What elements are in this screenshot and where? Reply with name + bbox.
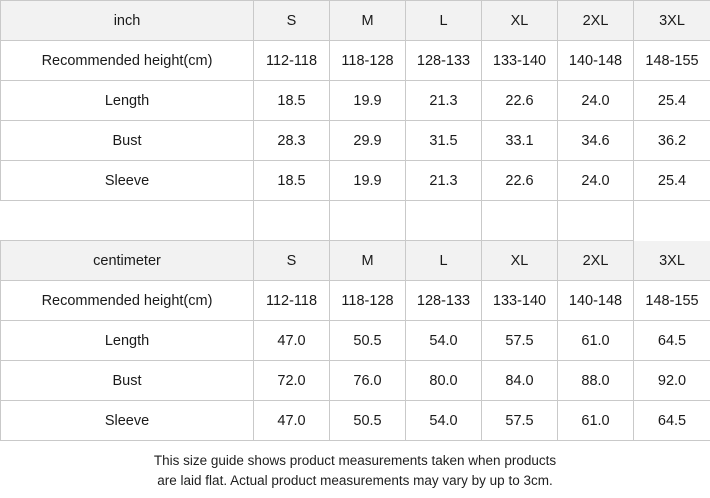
- cell-value: 22.6: [482, 81, 558, 121]
- cell-value: 88.0: [558, 361, 634, 401]
- cell-value: 33.1: [482, 121, 558, 161]
- row-label-length: Length: [1, 321, 254, 361]
- unit-label-centimeter: centimeter: [1, 241, 254, 281]
- column-header-s: S: [254, 241, 330, 281]
- spacer-cell: [254, 201, 330, 241]
- cell-value: 140-148: [558, 41, 634, 81]
- cell-value: 72.0: [254, 361, 330, 401]
- spacer-cell: [406, 201, 482, 241]
- cell-value: 112-118: [254, 41, 330, 81]
- cell-value: 64.5: [634, 401, 710, 441]
- table-separator-row: [1, 201, 710, 241]
- cell-value: 76.0: [330, 361, 406, 401]
- cell-value: 22.6: [482, 161, 558, 201]
- cell-value: 118-128: [330, 41, 406, 81]
- column-header-2xl: 2XL: [558, 241, 634, 281]
- cell-value: 133-140: [482, 41, 558, 81]
- cell-value: 18.5: [254, 81, 330, 121]
- size-guide-note: [0, 441, 710, 496]
- table-row: [1, 321, 710, 361]
- cell-value: 118-128: [330, 281, 406, 321]
- table-row: [1, 121, 710, 161]
- spacer-cell: [1, 201, 254, 241]
- table-row: [1, 41, 710, 81]
- cell-value: 47.0: [254, 401, 330, 441]
- cell-value: 25.4: [634, 81, 710, 121]
- cell-value: 24.0: [558, 81, 634, 121]
- cell-value: 61.0: [558, 401, 634, 441]
- cell-value: 80.0: [406, 361, 482, 401]
- cell-value: 25.4: [634, 161, 710, 201]
- column-header-3xl: 3XL: [634, 1, 710, 41]
- spacer-cell: [482, 201, 558, 241]
- spacer-cell: [634, 201, 710, 241]
- unit-label-inch: inch: [1, 1, 254, 41]
- row-label-length: Length: [1, 81, 254, 121]
- cell-value: 21.3: [406, 161, 482, 201]
- cell-value: 50.5: [330, 321, 406, 361]
- column-header-3xl: 3XL: [634, 241, 710, 281]
- column-header-m: M: [330, 241, 406, 281]
- row-label-bust: Bust: [1, 121, 254, 161]
- cell-value: 50.5: [330, 401, 406, 441]
- table-header-row-inch: [1, 1, 710, 41]
- cell-value: 29.9: [330, 121, 406, 161]
- cell-value: 57.5: [482, 321, 558, 361]
- table-row: [1, 401, 710, 441]
- cell-value: 36.2: [634, 121, 710, 161]
- cell-value: 148-155: [634, 41, 710, 81]
- cell-value: 54.0: [406, 401, 482, 441]
- cell-value: 28.3: [254, 121, 330, 161]
- row-label-bust: Bust: [1, 361, 254, 401]
- note-line-1: This size guide shows product measurements taken when products: [153, 453, 557, 468]
- cell-value: 24.0: [558, 161, 634, 201]
- column-header-2xl: 2XL: [558, 1, 634, 41]
- cell-value: 128-133: [406, 41, 482, 81]
- spacer-cell: [558, 201, 634, 241]
- table-row: [1, 361, 710, 401]
- cell-value: 19.9: [330, 81, 406, 121]
- row-label-sleeve: Sleeve: [1, 161, 254, 201]
- row-label-recommended-height: Recommended height(cm): [1, 41, 254, 81]
- cell-value: 54.0: [406, 321, 482, 361]
- cell-value: 18.5: [254, 161, 330, 201]
- cell-value: 19.9: [330, 161, 406, 201]
- table-row: [1, 161, 710, 201]
- cell-value: 34.6: [558, 121, 634, 161]
- column-header-xl: XL: [482, 241, 558, 281]
- row-label-recommended-height: Recommended height(cm): [1, 281, 254, 321]
- table-row: [1, 281, 710, 321]
- cell-value: 47.0: [254, 321, 330, 361]
- column-header-m: M: [330, 1, 406, 41]
- spacer-cell: [330, 201, 406, 241]
- cell-value: 140-148: [558, 281, 634, 321]
- cell-value: 84.0: [482, 361, 558, 401]
- column-header-s: S: [254, 1, 330, 41]
- cell-value: 64.5: [634, 321, 710, 361]
- cell-value: 133-140: [482, 281, 558, 321]
- cell-value: 57.5: [482, 401, 558, 441]
- cell-value: 31.5: [406, 121, 482, 161]
- column-header-xl: XL: [482, 1, 558, 41]
- cell-value: 21.3: [406, 81, 482, 121]
- column-header-l: L: [406, 1, 482, 41]
- note-line-2: are laid flat. Actual product measurements may vary by up to 3cm.: [157, 472, 553, 488]
- table-header-row-centimeter: [1, 241, 710, 281]
- cell-value: 92.0: [634, 361, 710, 401]
- row-label-sleeve: Sleeve: [1, 401, 254, 441]
- table-row: [1, 81, 710, 121]
- cell-value: 112-118: [254, 281, 330, 321]
- cell-value: 61.0: [558, 321, 634, 361]
- cell-value: 148-155: [634, 281, 710, 321]
- cell-value: 128-133: [406, 281, 482, 321]
- column-header-l: L: [406, 241, 482, 281]
